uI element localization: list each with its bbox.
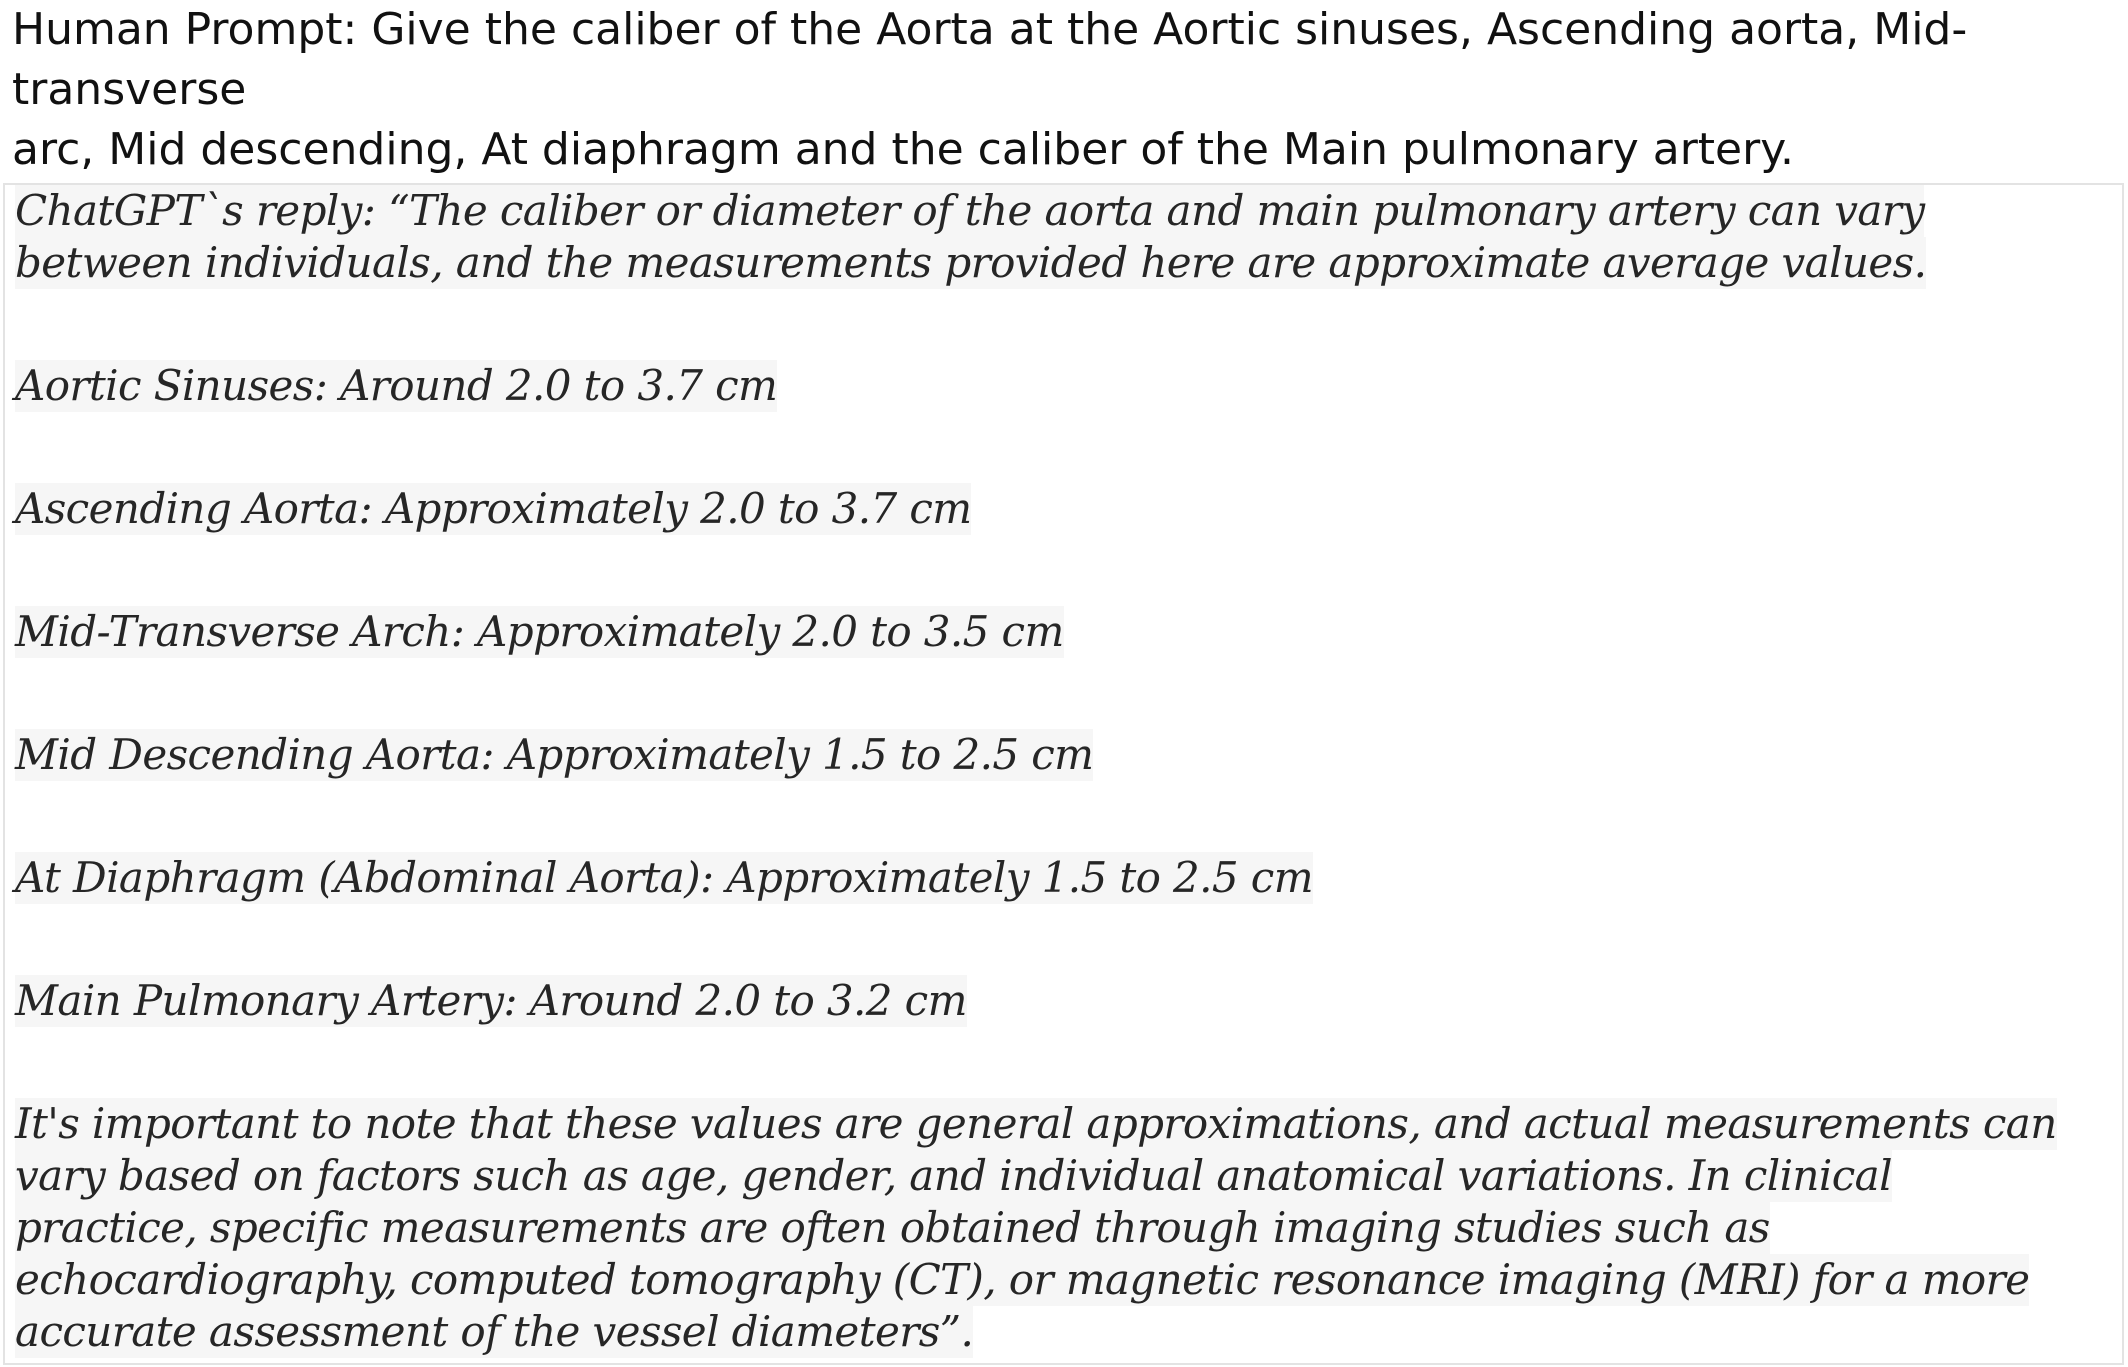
- measurement-aortic-sinuses: Aortic Sinuses: Around 2.0 to 3.7 cm: [15, 361, 778, 410]
- closing-line-5: accurate assessment of the vessel diameters”.: [15, 1307, 974, 1356]
- measurement-ascending-aorta: Ascending Aorta: Approximately 2.0 to 3.7 cm: [15, 484, 972, 533]
- measurement-at-diaphragm: At Diaphragm (Abdominal Aorta): Approximately 1.5 to 2.5 cm: [15, 853, 1313, 902]
- chatgpt-reply-box: [3, 183, 2124, 1365]
- reply-intro-line-1: ChatGPT`s reply: “The caliber or diameter of the aorta and main pulmonary artery can vary: [15, 186, 1925, 235]
- closing-line-4: echocardiography, computed tomography (CT), or magnetic resonance imaging (MRI) for a more: [15, 1255, 2030, 1304]
- prompt-line-1: Human Prompt: Give the caliber of the Aorta at the Aortic sinuses, Ascending aorta, Mid-transverse: [12, 4, 1968, 115]
- measurement-mid-transverse-arch: Mid-Transverse Arch: Approximately 2.0 to 3.5 cm: [15, 607, 1064, 656]
- closing-line-1: It's important to note that these values are general approximations, and actual measurements can: [15, 1099, 2057, 1148]
- reply-intro-line-2: between individuals, and the measurements provided here are approximate average values.: [15, 238, 1927, 287]
- reply-closing-paragraph: [15, 1098, 2057, 1358]
- human-prompt: [12, 0, 2112, 180]
- closing-line-2: vary based on factors such as age, gender, and individual anatomical variations. In clinical: [15, 1151, 1892, 1200]
- reply-intro: [15, 185, 1926, 289]
- prompt-line-2: arc, Mid descending, At diaphragm and the caliber of the Main pulmonary artery.: [12, 124, 1794, 175]
- measurement-mid-descending-aorta: Mid Descending Aorta: Approximately 1.5 to 2.5 cm: [15, 730, 1094, 779]
- closing-line-3: practice, specific measurements are often obtained through imaging studies such as: [15, 1203, 1770, 1252]
- measurement-main-pulmonary-artery: Main Pulmonary Artery: Around 2.0 to 3.2 cm: [15, 976, 967, 1025]
